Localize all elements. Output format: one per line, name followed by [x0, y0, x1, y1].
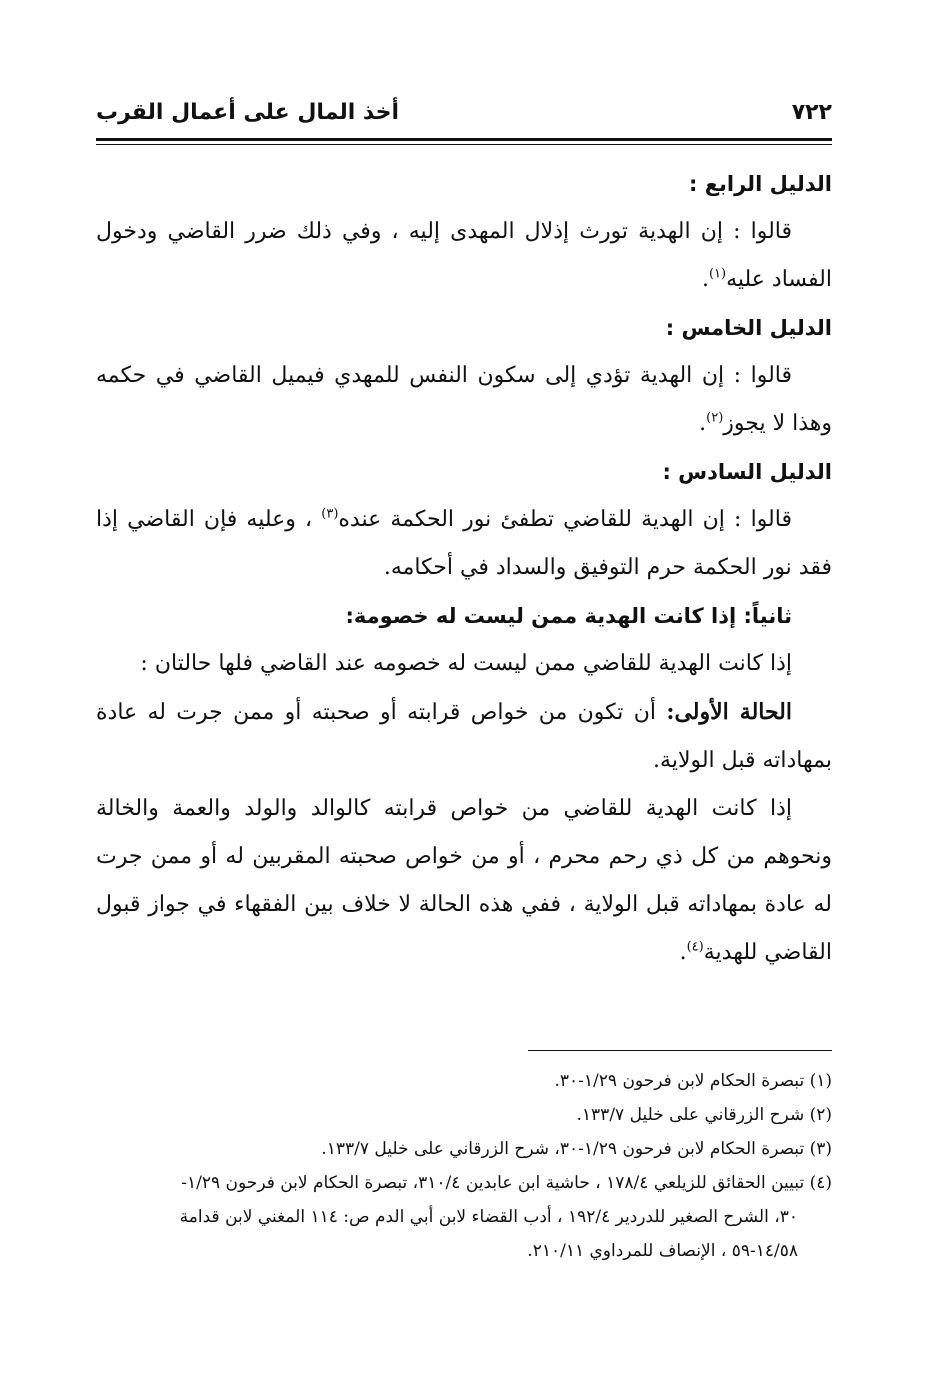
- paragraph-fourth-evidence: قالوا : إن الهدية تورث إذلال المهدى إليه ، وفي ذلك ضرر القاضي ودخول الفساد عليه$^{(١)}$.: [96, 219, 832, 292]
- footnote-1: (١) تبصرة الحكام لابن فرحون ١/٢٩-٣٠.: [554, 1071, 832, 1091]
- heading-fourth-evidence: الدليل الرابع :: [688, 172, 832, 196]
- paragraph-text: قالوا : إن الهدية تورث إذلال المهدى إليه ، وفي ذلك ضرر القاضي ودخول الفساد عليه: [96, 219, 832, 292]
- paragraph-text: أن تكون من خواص قرابته أو صحبته أو ممن جرت له عادة بمهاداته قبل الولاية.: [96, 700, 832, 773]
- footnote-2: (٢) شرح الزرقاني على خليل ١٣٣/٧.: [576, 1105, 832, 1125]
- paragraph-first-case: [96, 688, 832, 785]
- footnote-ref: (١): [708, 266, 727, 282]
- first-case-label: الحالة الأولى:: [666, 699, 793, 725]
- paragraph-text: إذا كانت الهدية للقاضي من خواص قرابته كالوالد والولد والعمة والخالة ونحوهم من كل ذي رحم محرم ، أو من خواص صحبته المقربين له أو ممن جرت له عادة بمهاداته قبل الولاية ، ففي هذه الحالة لا خلاف بين الفقهاء في جواز قبول القاضي للهدية: [96, 796, 832, 965]
- page-number: ٧٢٢: [791, 100, 832, 125]
- paragraph-text: قالوا : إن الهدية للقاضي تطفئ نور الحكمة عنده: [338, 507, 792, 532]
- header-rule: [96, 138, 832, 141]
- paragraph-fifth-evidence: قالوا : إن الهدية تؤدي إلى سكون النفس للمهدي فيميل القاضي في حكمه وهذا لا يجوز$^{(٢)}$.: [96, 363, 832, 436]
- header-rule-thin: [96, 144, 832, 145]
- paragraph-second: إذا كانت الهدية للقاضي ممن ليست له خصومه عند القاضي فلها حالتان :: [140, 651, 792, 676]
- paragraph-sixth-evidence: [96, 496, 832, 592]
- heading-sixth-evidence: الدليل السادس :: [662, 460, 832, 484]
- footnotes: [96, 1064, 832, 1268]
- heading-fifth-evidence: الدليل الخامس :: [665, 316, 832, 340]
- section-heading-second: ثانياً: إذا كانت الهدية ممن ليست له خصومة:: [345, 604, 792, 628]
- footnote-ref: (٣): [321, 506, 339, 522]
- footnote-4-cont: ٣٠، الشرح الصغير للدردير ١٩٢/٤ ، أدب القضاء لابن أبي الدم ص: ١١٤ المغني لابن قدامة: [179, 1207, 798, 1227]
- footnote-4: (٤) تبيين الحقائق للزيلعي ١٧٨/٤ ، حاشية ابن عابدين ٣١٠/٤، تبصرة الحكام لابن فرحون ١/٢٩-: [181, 1173, 832, 1193]
- paragraph-text: قالوا : إن الهدية تؤدي إلى سكون النفس للمهدي فيميل القاضي في حكمه وهذا لا يجوز: [96, 363, 832, 436]
- running-title: أخذ المال على أعمال القرب: [96, 100, 400, 125]
- footnote-ref: (٤): [686, 939, 704, 955]
- page-header: [96, 100, 832, 136]
- footnote-ref: (٢): [706, 410, 724, 426]
- footnote-3: (٣) تبصرة الحكام لابن فرحون ١/٢٩-٣٠، شرح الزرقاني على خليل ١٣٣/٧.: [321, 1139, 832, 1159]
- paragraph-first-case-detail: إذا كانت الهدية للقاضي من خواص قرابته كالوالد والولد والعمة والخالة ونحوهم من كل ذي رحم محرم ، أو من خواص صحبته المقربين له أو ممن جرت له عادة بمهاداته قبل الولاية ، ففي هذه الحالة لا خلاف بين الفقهاء في جواز قبول القاضي للهدية$^{(٤)}$.: [96, 796, 832, 965]
- paragraph-text: ، وعليه فإن القاضي إذا فقد نور الحكمة حرم التوفيق والسداد في أحكامه.: [96, 507, 832, 580]
- footnote-separator: [528, 1050, 832, 1051]
- main-text: [96, 160, 832, 977]
- footnote-4-cont: ١٤/٥٨-٥٩ ، الإنصاف للمرداوي ٢١٠/١١.: [527, 1241, 798, 1261]
